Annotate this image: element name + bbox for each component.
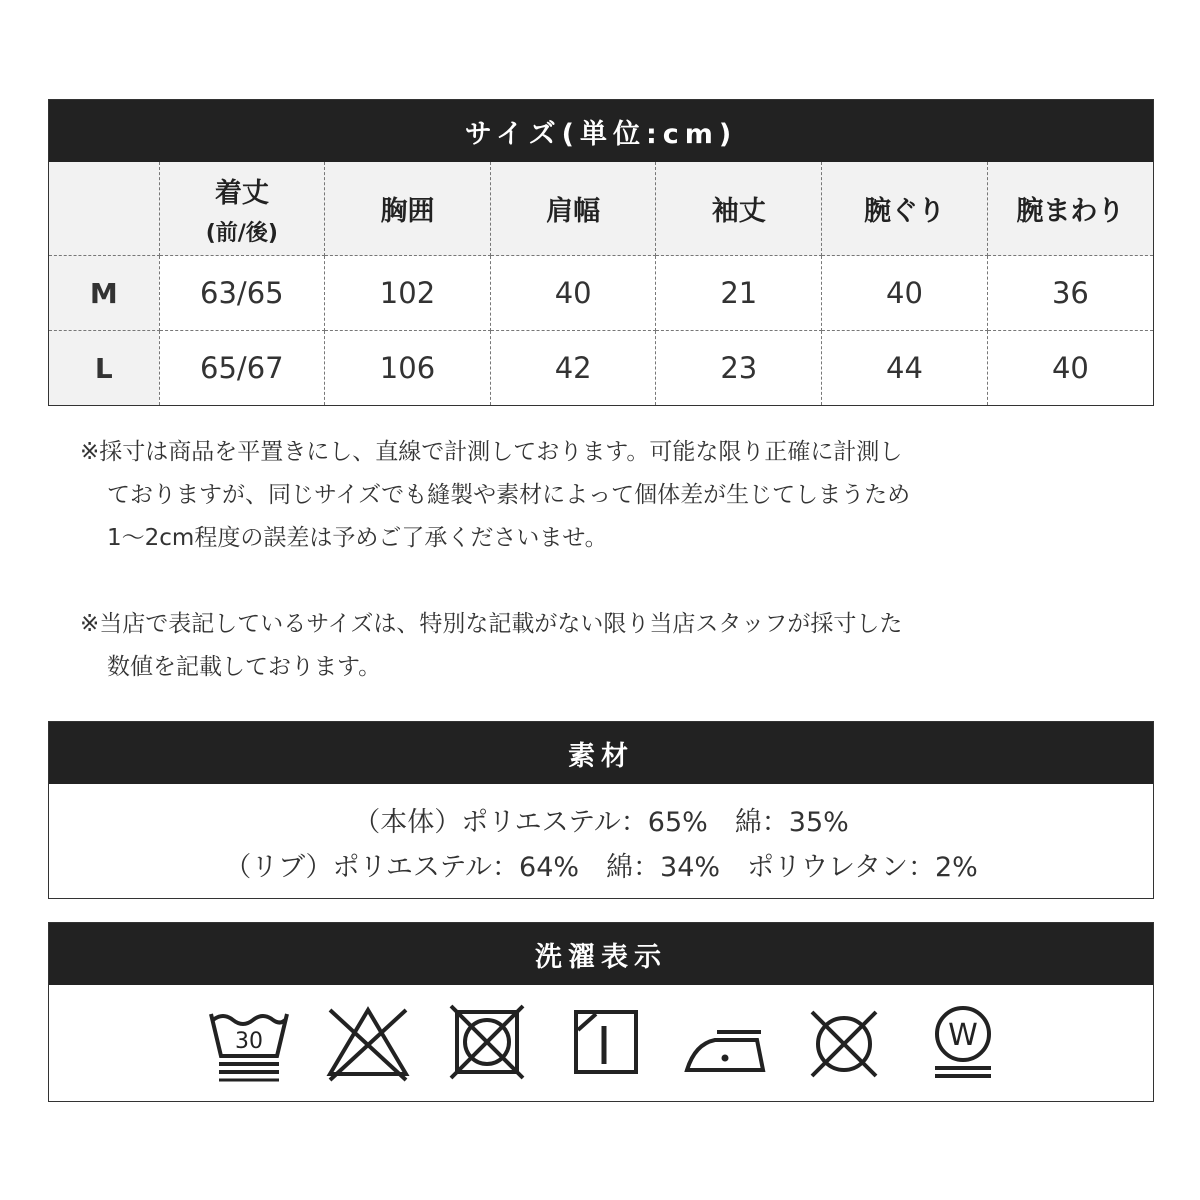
iron-low-icon [680,1003,770,1083]
header-length: 着丈 (前/後) [159,162,325,256]
table-cell: 63/65 [159,256,325,331]
size-table-header [49,162,1153,256]
size-section-title: サイズ(単位:cm) [49,100,1153,162]
note-line: 数値を記載しております。 [107,654,382,680]
header-chest: 胸囲 [325,162,491,256]
header-arm-circumference: 腕まわり [987,162,1153,256]
line-dry-icon [561,1003,651,1083]
table-cell: 65/67 [159,331,325,406]
table-cell: 21 [656,256,822,331]
size-table [49,162,1153,405]
header-sleeve: 袖丈 [656,162,822,256]
no-dry-clean-icon [799,1003,889,1083]
note-line: ておりますが、同じサイズでも縫製や素材によって個体差が生じてしまうため [107,482,911,508]
table-row [49,331,1153,406]
header-armhole: 腕ぐり [822,162,988,256]
header-corner [49,162,159,256]
note-line: ※採寸は商品を平置きにし、直線で計測しております。可能な限り正確に計測し [80,439,903,465]
wash-temperature-label: 30 [234,1029,263,1054]
care-section-title: 洗濯表示 [49,923,1153,985]
material-body [49,784,1153,890]
measurement-note [80,431,1080,560]
table-cell: 36 [987,256,1153,331]
size-note [80,603,1080,689]
material-section [48,721,1154,899]
note-line: ※当店で表記しているサイズは、特別な記載がない限り当店スタッフが採寸した [80,611,903,637]
wet-clean-label: W [948,1018,979,1053]
material-line-body: （本体）ポリエステル：65% 綿：35% [353,807,849,838]
row-size-l: L [49,331,159,406]
table-cell: 23 [656,331,822,406]
table-cell: 42 [490,331,656,406]
table-cell: 102 [325,256,491,331]
header-length-sub: (前/後) [205,220,278,246]
material-line-rib: （リブ）ポリエステル：64% 綿：34% ポリウレタン：2% [224,852,978,883]
note-line: 1～2cm程度の誤差は予めご了承くださいませ。 [107,525,608,551]
header-shoulder: 肩幅 [490,162,656,256]
care-section [48,922,1154,1102]
table-cell: 40 [822,256,988,331]
table-row [49,256,1153,331]
care-icons [49,985,1153,1101]
table-cell: 44 [822,331,988,406]
table-cell: 106 [325,331,491,406]
size-section [48,99,1154,406]
table-cell: 40 [1051,351,1089,385]
wash-30-icon [204,1003,294,1083]
no-bleach-icon [323,1003,413,1083]
no-tumble-dry-icon [442,1003,532,1083]
table-cell: 40 [490,256,656,331]
material-section-title: 素材 [49,722,1153,784]
row-size-m: M [49,256,159,331]
wet-clean-mild-icon [918,1003,1008,1083]
